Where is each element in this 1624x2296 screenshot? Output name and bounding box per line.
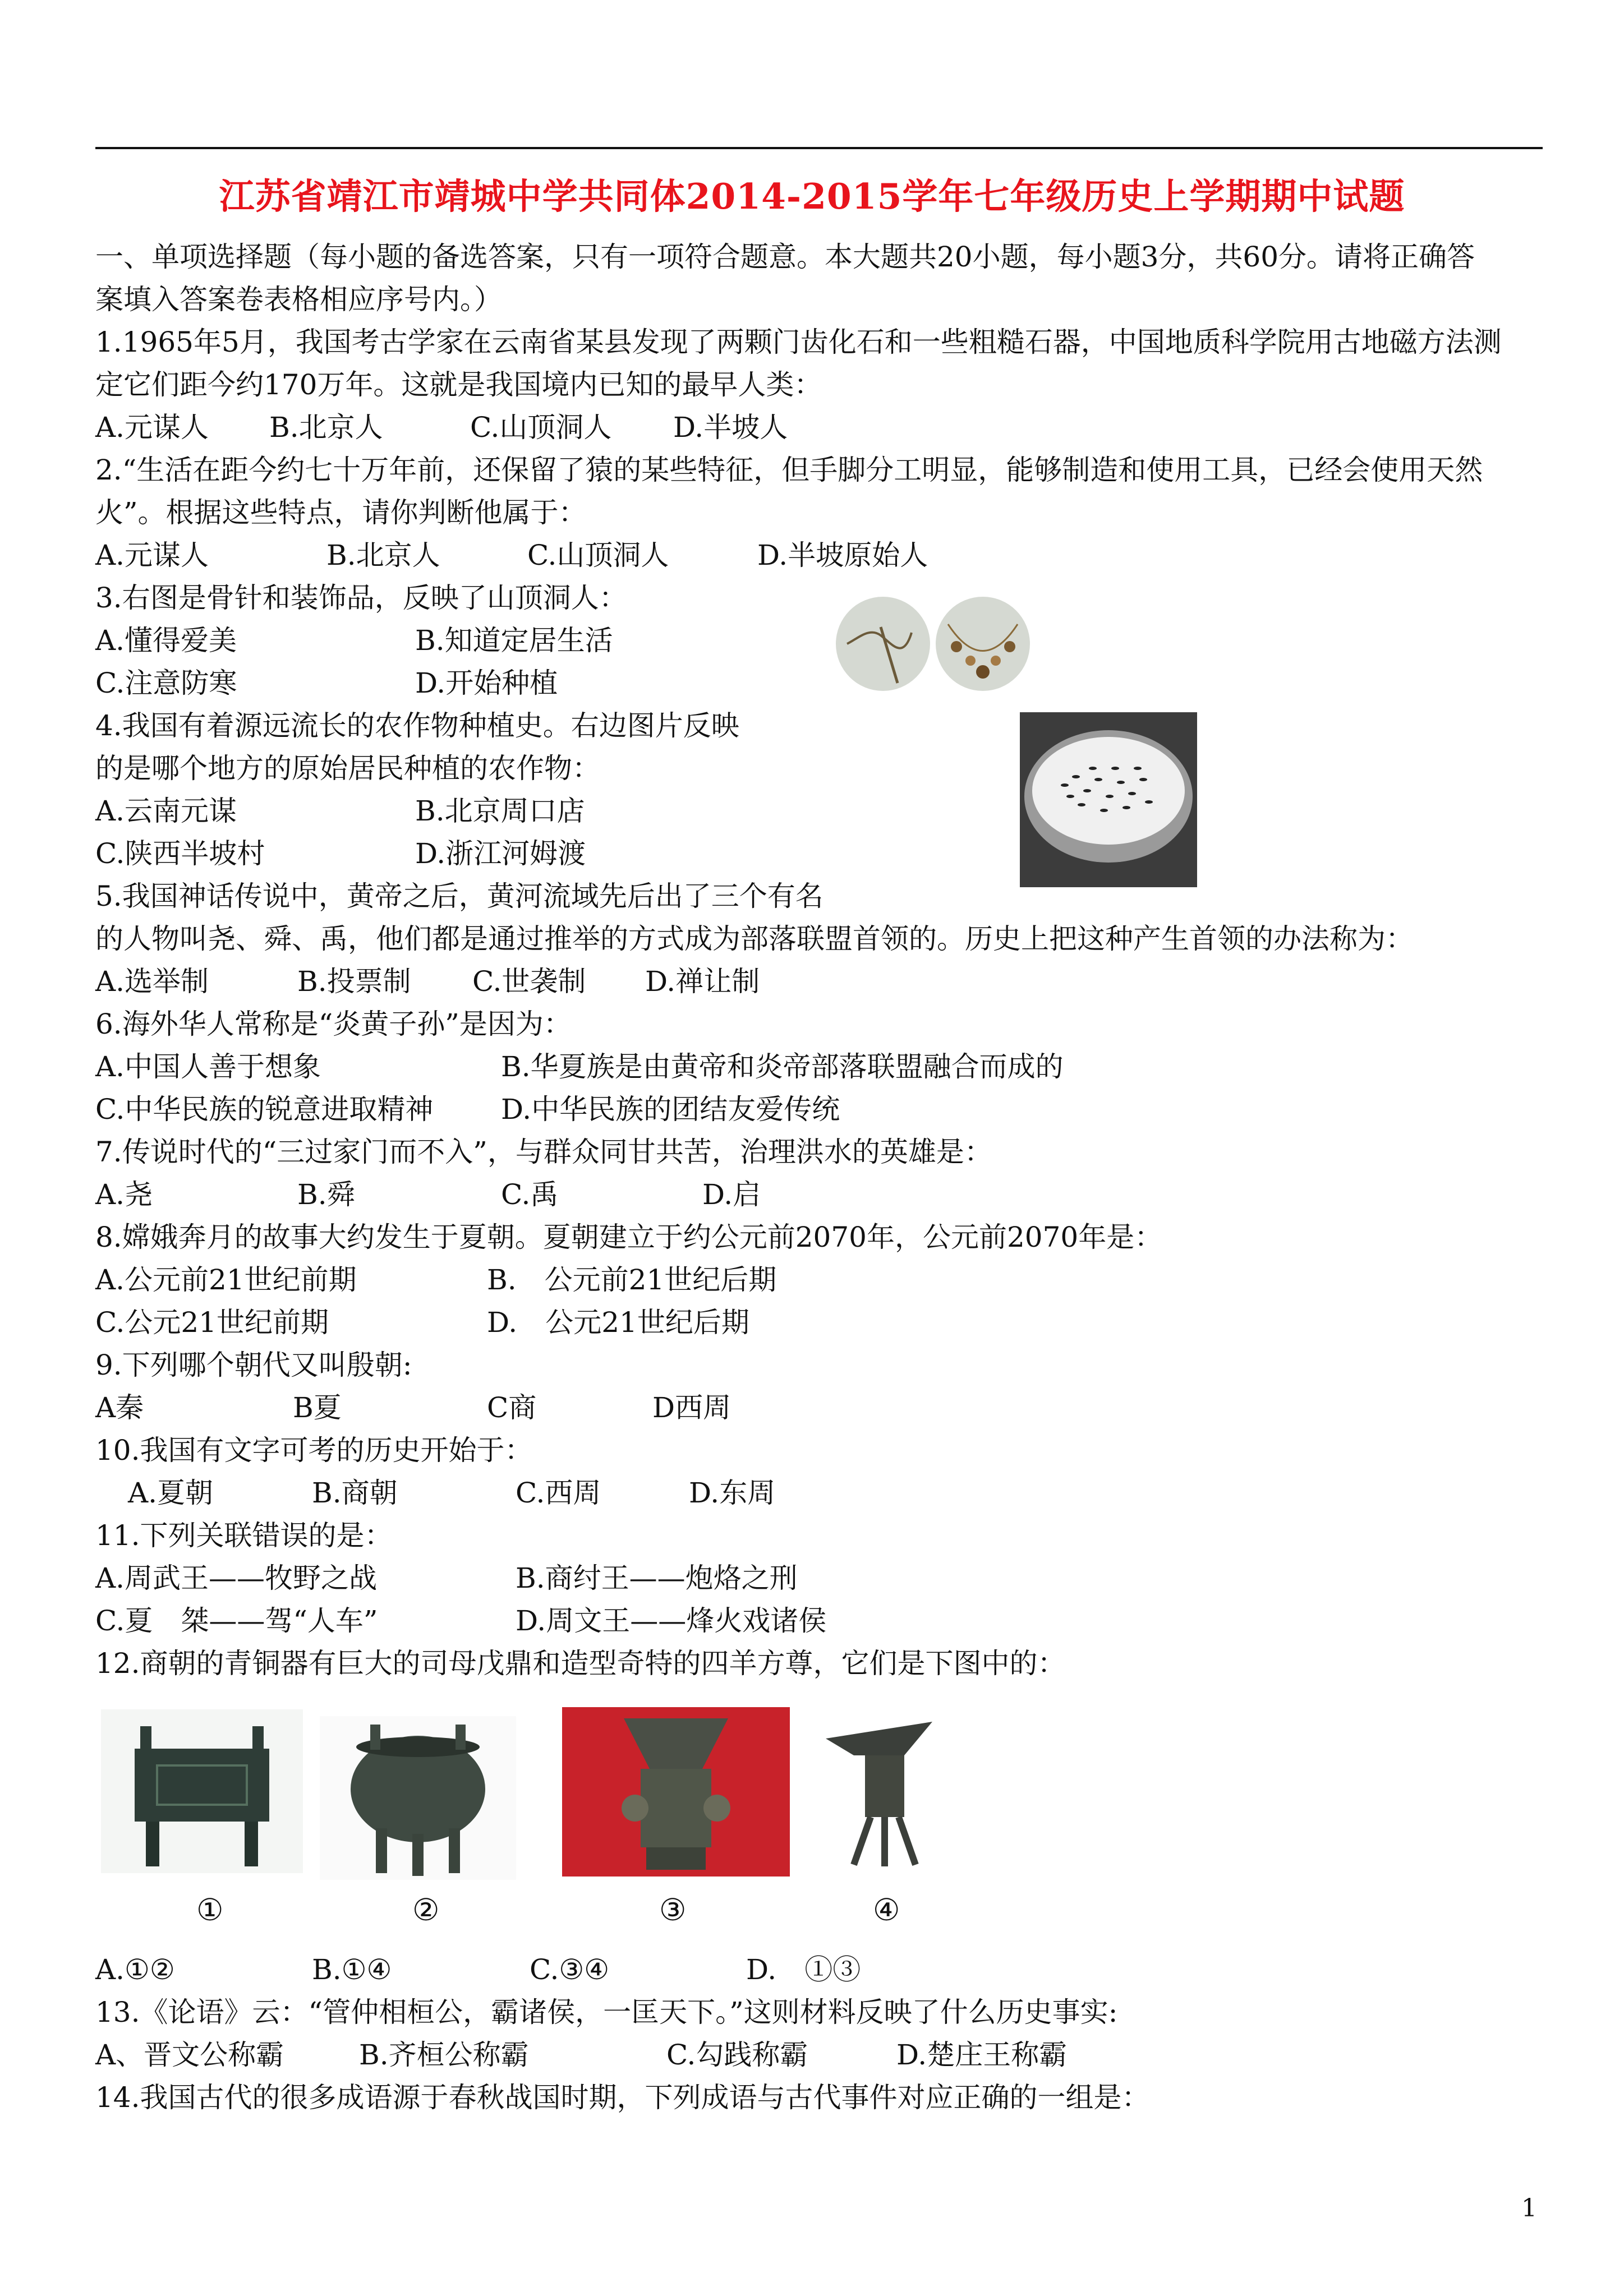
q10-option-d: D.东周 — [689, 1477, 776, 1509]
q12-option-b: B.①④ — [312, 1953, 392, 1986]
q7-option-a: A.尧 — [95, 1178, 153, 1211]
page-number: 1 — [1521, 2194, 1537, 2223]
q9-option-d: D西周 — [652, 1391, 732, 1424]
q7-option-d: D.启 — [702, 1178, 761, 1211]
q14-stem: 14.我国古代的很多成语源于春秋战国时期，下列成语与古代事件对应正确的一组是： — [95, 2081, 1150, 2114]
q1-option-c: C.山顶洞人 — [470, 411, 612, 444]
q7-option-c: C.禹 — [501, 1178, 559, 1211]
q11-option-c: C.夏 桀——驾“人车” — [95, 1605, 378, 1637]
q5-option-a: A.选举制 — [95, 965, 209, 998]
q12-label-1: ① — [196, 1892, 224, 1928]
q2-option-b: B.北京人 — [326, 539, 440, 571]
bronze-jue-image — [820, 1716, 949, 1869]
q13-stem: 13.《论语》云：“管仲相桓公，霸诸侯，一匡天下。”这则材料反映了什么历史事实: — [95, 1996, 1118, 2028]
q2-stem-line1: 2.“生活在距今约七十万年前，还保留了猿的某些特征，但手脚分工明显，能够制造和使用工具，已经会使用天然 — [95, 454, 1483, 486]
q10-option-b: B.商朝 — [312, 1477, 398, 1509]
q5-option-c: C.世袭制 — [472, 965, 586, 998]
q4-option-c: C.陕西半坡村 — [95, 837, 265, 870]
q1-option-b: B.北京人 — [269, 411, 383, 444]
bronze-ding-image-2 — [320, 1716, 516, 1880]
section-instruction-line2: 案填入答案卷表格相应序号内。） — [95, 283, 502, 316]
q10-option-c: C.西周 — [516, 1477, 601, 1509]
q4-option-b: B.北京周口店 — [415, 795, 585, 827]
q5-stem-line2: 的人物叫尧、舜、禹，他们都是通过推举的方式成为部落联盟首领的。历史上把这种产生首领的办法称为： — [95, 923, 1414, 955]
q12-label-2: ② — [412, 1892, 440, 1928]
q9-option-b: B夏 — [293, 1391, 342, 1424]
bone-needle-ornament-image — [836, 593, 1032, 694]
q8-option-a: A.公元前21世纪前期 — [95, 1264, 357, 1296]
q1-stem-line1: 1.1965年5月，我国考古学家在云南省某县发现了两颗门齿化石和一些粗糙石器，中国地质科学院用古地磁方法测 — [95, 326, 1502, 358]
q2-stem-line2: 火”。根据这些特点，请你判断他属于： — [95, 496, 587, 529]
header-rule — [95, 147, 1543, 149]
q3-option-a: A.懂得爱美 — [95, 624, 237, 657]
q8-option-c: C.公元21世纪前期 — [95, 1306, 329, 1339]
q12-stem: 12.商朝的青铜器有巨大的司母戊鼎和造型奇特的四羊方尊，它们是下图中的： — [95, 1647, 1066, 1680]
q6-option-c: C.中华民族的锐意进取精神 — [95, 1093, 434, 1126]
q5-stem-line1: 5.我国神话传说中，黄帝之后，黄河流域先后出了三个有名 — [95, 880, 823, 912]
q5-option-b: B.投票制 — [297, 965, 411, 998]
q8-stem: 8.嫦娥奔月的故事大约发生于夏朝。夏朝建立于约公元前2070年，公元前2070年是： — [95, 1221, 1163, 1253]
q7-option-b: B.舜 — [297, 1178, 355, 1211]
q8-option-b: B. 公元前21世纪后期 — [487, 1264, 777, 1296]
q4-stem-line1: 4.我国有着源远流长的农作物种植史。右边图片反映 — [95, 709, 739, 742]
rice-grains-image — [1020, 712, 1197, 887]
q4-stem-line2: 的是哪个地方的原始居民种植的农作物： — [95, 752, 600, 785]
q6-stem: 6.海外华人常称是“炎黄子孙”是因为： — [95, 1008, 572, 1040]
q13-option-d: D.楚庄王称霸 — [896, 2039, 1068, 2071]
q13-option-c: C.勾践称霸 — [666, 2039, 808, 2071]
q2-option-c: C.山顶洞人 — [527, 539, 669, 571]
q5-option-d: D.禅让制 — [645, 965, 760, 998]
bronze-ding-image-1 — [101, 1709, 303, 1873]
q12-option-d: D. ①③ — [746, 1953, 861, 1986]
q9-option-c: C商 — [487, 1391, 537, 1424]
q2-option-d: D.半坡原始人 — [757, 539, 928, 571]
q4-option-a: A.云南元谋 — [95, 795, 237, 827]
q12-label-4: ④ — [873, 1892, 900, 1928]
q10-stem: 10.我国有文字可考的历史开始于： — [95, 1434, 533, 1467]
q13-option-b: B.齐桓公称霸 — [359, 2039, 529, 2071]
q2-option-a: A.元谋人 — [95, 539, 209, 571]
four-ram-square-zun-image — [562, 1707, 790, 1877]
q3-option-c: C.注意防寒 — [95, 667, 237, 699]
q11-option-b: B.商纣王——炮烙之刑 — [516, 1562, 798, 1594]
q6-option-d: D.中华民族的团结友爱传统 — [501, 1093, 840, 1126]
q3-option-b: B.知道定居生活 — [415, 624, 613, 657]
q3-stem: 3.右图是骨针和装饰品，反映了山顶洞人： — [95, 582, 627, 614]
q9-stem: 9.下列哪个朝代又叫殷朝: — [95, 1349, 412, 1381]
q3-option-d: D.开始种植 — [415, 667, 558, 699]
q10-option-a: A.夏朝 — [128, 1477, 214, 1509]
q1-option-d: D.半坡人 — [673, 411, 788, 444]
q11-option-d: D.周文王——烽火戏诸侯 — [516, 1605, 827, 1637]
q6-option-a: A.中国人善于想象 — [95, 1050, 321, 1083]
q12-option-a: A.①② — [95, 1953, 175, 1986]
section-instruction-line1: 一、单项选择题（每小题的备选答案，只有一项符合题意。本大题共20小题，每小题3分，共60分。请将正确答 — [95, 241, 1475, 273]
q12-option-c: C.③④ — [530, 1953, 610, 1986]
q11-option-a: A.周武王——牧野之战 — [95, 1562, 378, 1594]
q7-stem: 7.传说时代的“三过家门而不入”，与群众同甘共苦，治理洪水的英雄是： — [95, 1136, 992, 1168]
q4-option-d: D.浙江河姆渡 — [415, 837, 586, 870]
q1-stem-line2: 定它们距今约170万年。这就是我国境内已知的最早人类： — [95, 368, 822, 401]
q8-option-d: D. 公元21世纪后期 — [487, 1306, 749, 1339]
q11-stem: 11.下列关联错误的是： — [95, 1519, 393, 1552]
q1-option-a: A.元谋人 — [95, 411, 209, 444]
page-title: 江苏省靖江市靖城中学共同体2014-2015学年七年级历史上学期期中试题 — [219, 176, 1405, 217]
q6-option-b: B.华夏族是由黄帝和炎帝部落联盟融合而成的 — [501, 1050, 1064, 1083]
q12-label-3: ③ — [659, 1892, 687, 1928]
q9-option-a: A秦 — [95, 1391, 144, 1424]
q13-option-a: A、晋文公称霸 — [95, 2039, 284, 2071]
